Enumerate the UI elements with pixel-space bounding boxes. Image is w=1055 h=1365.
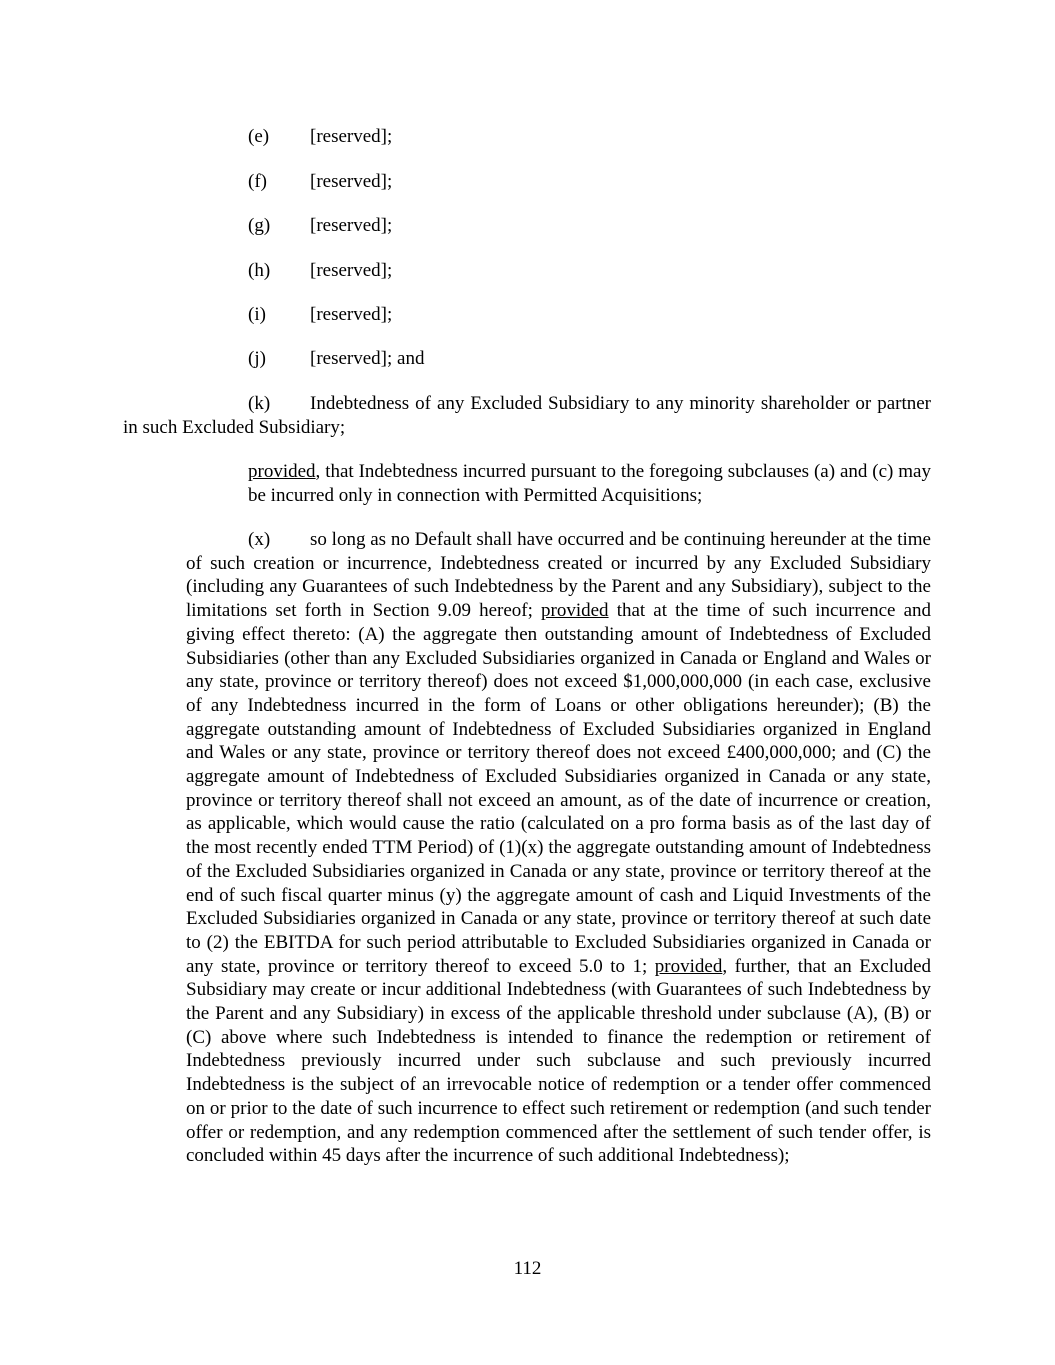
clause-text: [reserved];: [310, 126, 393, 147]
proviso-paragraph: [248, 460, 931, 507]
clause-f: [248, 170, 392, 194]
clause-text: [reserved];: [310, 215, 393, 236]
clause-k: [123, 392, 931, 439]
clause-x-text-2: that at the time of such incurrence and giving effect thereto: (A) the aggregate then outstanding amount of Indebtedness of Excluded Subsidiaries (other than any Excluded Subsidiaries organized in Canada or England and Wales or any state, province or territory thereof) does not exceed $1,000,000,000 (in each case, exclusive of any Indebtedness incurred in the form of Loans or other obligations hereunder); (B) the aggregate outstanding amount of Indebtedness of Excluded Subsidiaries organized in England and Wales or any state, province or territory thereof does not exceed £400,000,000; and (C) the aggregate amount of Indebtedness of Excluded Subsidiaries organized in Canada or any state, province or territory thereof shall not exceed an amount, as of the date of incurrence or creation, as applicable, which would cause the ratio (calculated on a pro forma basis as of the last day of the most recently ended TTM Period) of (1)(x) the aggregate outstanding amount of Indebtedness of the Excluded Subsidiaries organized in Canada or any state, province or territory thereof at the end of such fiscal quarter minus (y) the aggregate amount of cash and Liquid Investments of the Excluded Subsidiaries organized in Canada or any state, province or territory thereof at such date to (2) the EBITDA for such period attributable to Excluded Subsidiaries organized in Canada or any state, province or territory thereof to exceed 5.0 to 1;: [186, 600, 931, 977]
page-number: 112: [513, 1258, 542, 1279]
clause-label: (i): [248, 304, 266, 325]
clause-label: (e): [248, 126, 270, 147]
clause-e: [248, 125, 392, 149]
clause-k-text: Indebtedness of any Excluded Subsidiary to any minority shareholder or partner in such Excluded Subsidiary;: [123, 393, 931, 438]
clause-x-label: (x): [248, 529, 271, 550]
clause-x: [186, 528, 931, 1168]
clause-text: [reserved];: [310, 260, 393, 281]
clause-x-text-1: so long as no Default shall have occurred and be continuing hereunder at the time of such creation or incurrence, Indebtedness created or incurred by any Excluded Subsidiary (including any Guarantees of such Indebtedness by the Parent and any Subsidiary), subject to the limitations set forth in Section 9.09 hereof;: [186, 529, 931, 622]
provided-term: provided: [248, 461, 316, 482]
clause-text: [reserved];: [310, 171, 393, 192]
clause-label: (h): [248, 260, 271, 281]
clause-h: [248, 259, 392, 283]
clause-g: [248, 214, 392, 238]
clause-x-text-3: , further, that an Excluded Subsidiary may create or incur additional Indebtedness (with Guarantees of such Indebtedness by the Parent and any Subsidiary) in excess of the applicable threshold under subclause (A), (B) or (C) above where such Indebtedness is intended to finance the redemption or retirement of Indebtedness previously incurred under such subclause and such previously incurred Indebtedness is the subject of an irrevocable notice of redemption or a tender offer commenced on or prior to the date of such incurrence to effect such retirement or redemption (and such tender offer or redemption, and any redemption commenced after the settlement of such tender offer, is concluded within 45 days after the incurrence of such additional Indebtedness);: [186, 955, 931, 1167]
clause-k-label: (k): [248, 393, 271, 414]
clause-label: (j): [248, 348, 266, 369]
clause-text: [reserved];: [310, 304, 393, 325]
clause-label: (g): [248, 215, 271, 236]
clause-text: [reserved]; and: [310, 348, 425, 369]
proviso-text: , that Indebtedness incurred pursuant to the foregoing subclauses (a) and (c) may be incurred only in connection with Permitted Acquisitions;: [248, 461, 931, 506]
provided-term: provided: [654, 955, 723, 977]
provided-term: provided: [541, 600, 609, 622]
clause-j: [248, 347, 424, 371]
clause-label: (f): [248, 171, 267, 192]
clause-i: [248, 303, 392, 327]
